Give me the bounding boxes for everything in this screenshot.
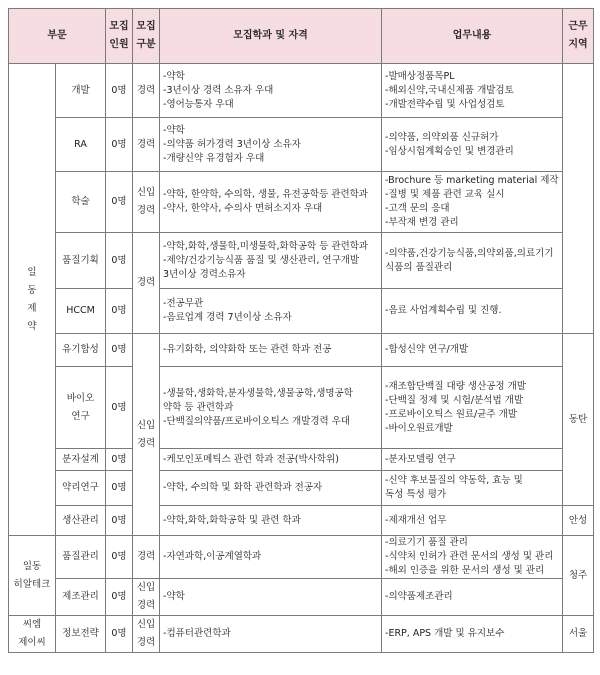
- headcount-cell: 0명: [106, 233, 133, 289]
- recruit-type-cell: [133, 118, 160, 172]
- duty-line: -개발전략수립 및 사업성검토: [385, 98, 505, 110]
- division-group: [9, 536, 56, 616]
- recruit-type-line: 신입: [136, 619, 156, 630]
- recruit-type-line: 경력: [136, 437, 156, 449]
- recruit-type-cell: [133, 172, 160, 233]
- duty-line: -해외신약,국내신제품 개발검토: [385, 84, 514, 96]
- department-line: 연구: [71, 410, 90, 422]
- duties-cell: [382, 471, 563, 506]
- duty-line: -임상시험계획승인 및 변경관리: [385, 145, 514, 157]
- region-cell: 서울: [563, 616, 594, 653]
- table-row: [9, 536, 594, 579]
- requirements-cell: [160, 172, 382, 233]
- header-region: [563, 9, 594, 64]
- department-line: 생산관리: [62, 514, 99, 526]
- recruit-type-cell: [133, 334, 160, 536]
- duties-cell: [382, 334, 563, 367]
- requirement-line: -음료업계 경력 7년이상 소유자: [163, 312, 292, 323]
- department-cell: [56, 334, 106, 367]
- department-cell: [56, 367, 106, 449]
- recruit-type-cell: [133, 616, 160, 653]
- duties-cell: [382, 367, 563, 449]
- duty-line: -의료기기 품질 관리: [385, 537, 468, 548]
- requirements-cell: [160, 506, 382, 536]
- table-row: [9, 289, 594, 334]
- requirements-cell: [160, 579, 382, 616]
- duties-cell: [382, 118, 563, 172]
- duties-cell: [382, 64, 563, 118]
- header-type-line: 모집: [136, 21, 156, 32]
- table-row: [9, 471, 594, 506]
- table-row: [9, 616, 594, 653]
- requirements-cell: [160, 118, 382, 172]
- recruit-type-line: 경력: [136, 138, 156, 150]
- department-cell: [56, 616, 106, 653]
- recruit-type-line: 경력: [136, 84, 156, 96]
- requirements-cell: [160, 233, 382, 289]
- requirement-line: -약학, 한약학, 수의학, 생물, 유전공학등 관련학과: [163, 189, 368, 200]
- department-cell: [56, 579, 106, 616]
- department-line: 유기합성: [62, 344, 99, 355]
- department-line: 학술: [71, 196, 90, 207]
- duty-line: -의약품제조관리: [385, 591, 453, 602]
- requirement-line: -약학: [163, 70, 185, 82]
- recruit-type-cell: [133, 233, 160, 334]
- duty-line: -합성신약 연구/개발: [385, 344, 469, 355]
- recruit-type-cell: [133, 64, 160, 118]
- duty-line: -신약 후보물질의 약동학, 효능 및: [385, 475, 523, 486]
- department-cell: [56, 506, 106, 536]
- division-group-line: 동: [27, 284, 37, 296]
- headcount-cell: 0명: [106, 471, 133, 506]
- headcount-cell: 0명: [106, 367, 133, 449]
- duty-line: -의약품,건강기능식품,의약외품,의료기기: [385, 247, 554, 259]
- recruit-type-cell: [133, 536, 160, 579]
- table-row: [9, 233, 594, 289]
- department-cell: [56, 64, 106, 118]
- duties-cell: [382, 579, 563, 616]
- region-cell: 동탄: [563, 334, 594, 506]
- header-row: [9, 9, 594, 64]
- headcount-cell: 0명: [106, 118, 133, 172]
- department-line: 바이오: [66, 392, 95, 404]
- headcount-cell: 0명: [106, 334, 133, 367]
- headcount-cell: 0명: [106, 616, 133, 653]
- header-headcount: [106, 9, 133, 64]
- duty-line: -재조합단백질 대량 생산공정 개발: [385, 380, 526, 392]
- department-cell: [56, 471, 106, 506]
- requirements-cell: [160, 64, 382, 118]
- division-group-line: 히알테크: [13, 578, 51, 590]
- duties-cell: [382, 616, 563, 653]
- duty-line: -Brochure 등 marketing material 제작: [385, 175, 559, 186]
- department-cell: [56, 118, 106, 172]
- division-group-line: 일동: [22, 560, 42, 572]
- duty-line: -단백질 정제 및 시험/분석법 개발: [385, 394, 524, 406]
- duty-line: -바이오원료개발: [385, 422, 453, 434]
- headcount-cell: 0명: [106, 579, 133, 616]
- division-group-line: 일: [27, 266, 37, 278]
- department-line: 개발: [71, 84, 90, 96]
- requirement-line: -제약/건강기능식품 품질 및 생산관리, 연구개발: [163, 254, 360, 266]
- duty-line: -해외 인증을 위한 문서의 생성 및 관리: [385, 565, 545, 576]
- header-division: 부문: [9, 9, 106, 64]
- requirements-cell: [160, 616, 382, 653]
- duty-line: -식약처 인허가 관련 문서의 생성 및 관리: [385, 551, 554, 562]
- duty-line: -고객 문의 응대: [385, 203, 450, 214]
- headcount-cell: 0명: [106, 536, 133, 579]
- header-region-line: 지역: [568, 39, 588, 50]
- requirements-cell: [160, 367, 382, 449]
- duty-line: -의약품, 의약외품 신규허가: [385, 131, 499, 143]
- duty-line: -제재개선 업무: [385, 514, 447, 526]
- requirements-cell: [160, 449, 382, 471]
- recruit-type-line: 신입: [136, 419, 156, 431]
- duty-line: 독성 특성 평가: [385, 489, 447, 500]
- department-cell: [56, 289, 106, 334]
- duties-cell: [382, 172, 563, 233]
- duty-line: -발매상정품목PL: [385, 70, 455, 82]
- header-type: [133, 9, 160, 64]
- department-line: 품질관리: [62, 551, 99, 562]
- headcount-cell: 0명: [106, 506, 133, 536]
- table-row: [9, 118, 594, 172]
- recruit-type-line: 경력: [136, 277, 156, 288]
- recruit-type-line: 경력: [136, 600, 156, 611]
- recruit-type-line: 신입: [136, 582, 156, 593]
- duty-line: -질병 및 제품 관련 교육 실시: [385, 189, 505, 200]
- header-type-line: 구분: [136, 39, 156, 50]
- requirement-line: -의약품 허가경력 3년이상 소유자: [163, 138, 301, 150]
- duties-cell: [382, 506, 563, 536]
- header-region-line: 근무: [568, 21, 588, 32]
- requirement-line: -생물학,생화학,분자생물학,생물공학,생명공학: [163, 387, 353, 399]
- department-line: 분자설계: [62, 453, 99, 465]
- department-cell: [56, 172, 106, 233]
- headcount-cell: 0명: [106, 449, 133, 471]
- duties-cell: [382, 536, 563, 579]
- header-requirements: 모집학과 및 자격: [160, 9, 382, 64]
- header-duties: 업무내용: [382, 9, 563, 64]
- duty-line: -ERP, APS 개발 및 유지보수: [385, 628, 505, 639]
- duty-line: 식품의 품질관리: [385, 261, 453, 273]
- requirement-line: -약학: [163, 124, 185, 136]
- division-group-line: 약: [27, 320, 37, 332]
- table-row: [9, 506, 594, 536]
- region-cell: 안성: [563, 506, 594, 536]
- department-cell: [56, 449, 106, 471]
- requirements-cell: [160, 471, 382, 506]
- requirements-cell: [160, 536, 382, 579]
- department-line: 제조관리: [62, 591, 99, 602]
- recruit-type-line: 경력: [136, 637, 156, 648]
- requirement-line: -3년이상 경력 소유자 우대: [163, 84, 274, 96]
- requirement-line: -컴퓨터관련학과: [163, 628, 231, 639]
- table-row: [9, 449, 594, 471]
- division-group: [9, 616, 56, 653]
- table-row: [9, 64, 594, 118]
- division-group: [9, 64, 56, 536]
- requirement-line: 약학 등 관련학과: [163, 401, 234, 413]
- recruit-type-line: 신입: [136, 187, 156, 198]
- requirement-line: -약학,화학,화학공학 및 관련 학과: [163, 514, 301, 526]
- requirement-line: -전공무관: [163, 298, 204, 309]
- department-line: 정보전략: [62, 628, 99, 639]
- department-line: HCCM: [66, 305, 95, 316]
- division-group-line: 씨엠: [22, 619, 42, 630]
- requirement-line: -케모인포메틱스 관련 학과 전공(박사학위): [163, 453, 339, 465]
- department-cell: [56, 233, 106, 289]
- headcount-cell: 0명: [106, 289, 133, 334]
- duties-cell: [382, 289, 563, 334]
- requirement-line: -약학, 수의학 및 화학 관련학과 전공자: [163, 482, 323, 493]
- requirement-line: -개량신약 유경험자 우대: [163, 152, 265, 164]
- division-group-line: 제이씨: [18, 637, 46, 648]
- table-row: [9, 579, 594, 616]
- headcount-cell: 0명: [106, 64, 133, 118]
- requirement-line: -약학: [163, 591, 185, 602]
- recruitment-table: [8, 8, 594, 653]
- duties-cell: [382, 449, 563, 471]
- table-row: [9, 334, 594, 367]
- recruit-type-cell: [133, 579, 160, 616]
- headcount-cell: 0명: [106, 172, 133, 233]
- duties-cell: [382, 233, 563, 289]
- department-line: 품질기획: [62, 254, 99, 266]
- table-row: [9, 367, 594, 449]
- requirement-line: -약사, 한약사, 수의사 면허소지자 우대: [163, 203, 323, 214]
- header-headcount-line: 인원: [109, 39, 129, 50]
- requirements-cell: [160, 289, 382, 334]
- requirement-line: -단백질의약품/프로바이오틱스 개발경력 우대: [163, 415, 351, 427]
- recruit-type-line: 경력: [136, 205, 156, 216]
- department-cell: [56, 536, 106, 579]
- duty-line: -음료 사업계획수립 및 진행.: [385, 305, 502, 316]
- department-line: RA: [74, 138, 87, 150]
- region-cell: [563, 64, 594, 334]
- header-headcount-line: 모집: [109, 21, 129, 32]
- department-line: 약리연구: [62, 482, 99, 493]
- requirements-cell: [160, 334, 382, 367]
- recruit-type-line: 경력: [136, 551, 156, 562]
- duty-line: -부작재 변경 관리: [385, 217, 459, 228]
- requirement-line: -자연과학,이공계열학과: [163, 551, 262, 562]
- requirement-line: -약학,화학,생물학,미생물학,화학공학 등 관련학과: [163, 240, 369, 252]
- region-cell: 청주: [563, 536, 594, 616]
- requirement-line: -영어능통자 우대: [163, 98, 234, 110]
- requirement-line: 3년이상 경력소유자: [163, 268, 246, 280]
- duty-line: -프로바이오틱스 원료/균주 개발: [385, 408, 517, 420]
- requirement-line: -유기화학, 의약화학 또는 관련 학과 전공: [163, 344, 332, 355]
- duty-line: -분자모델링 연구: [385, 453, 456, 465]
- division-group-line: 제: [27, 302, 37, 314]
- table-row: [9, 172, 594, 233]
